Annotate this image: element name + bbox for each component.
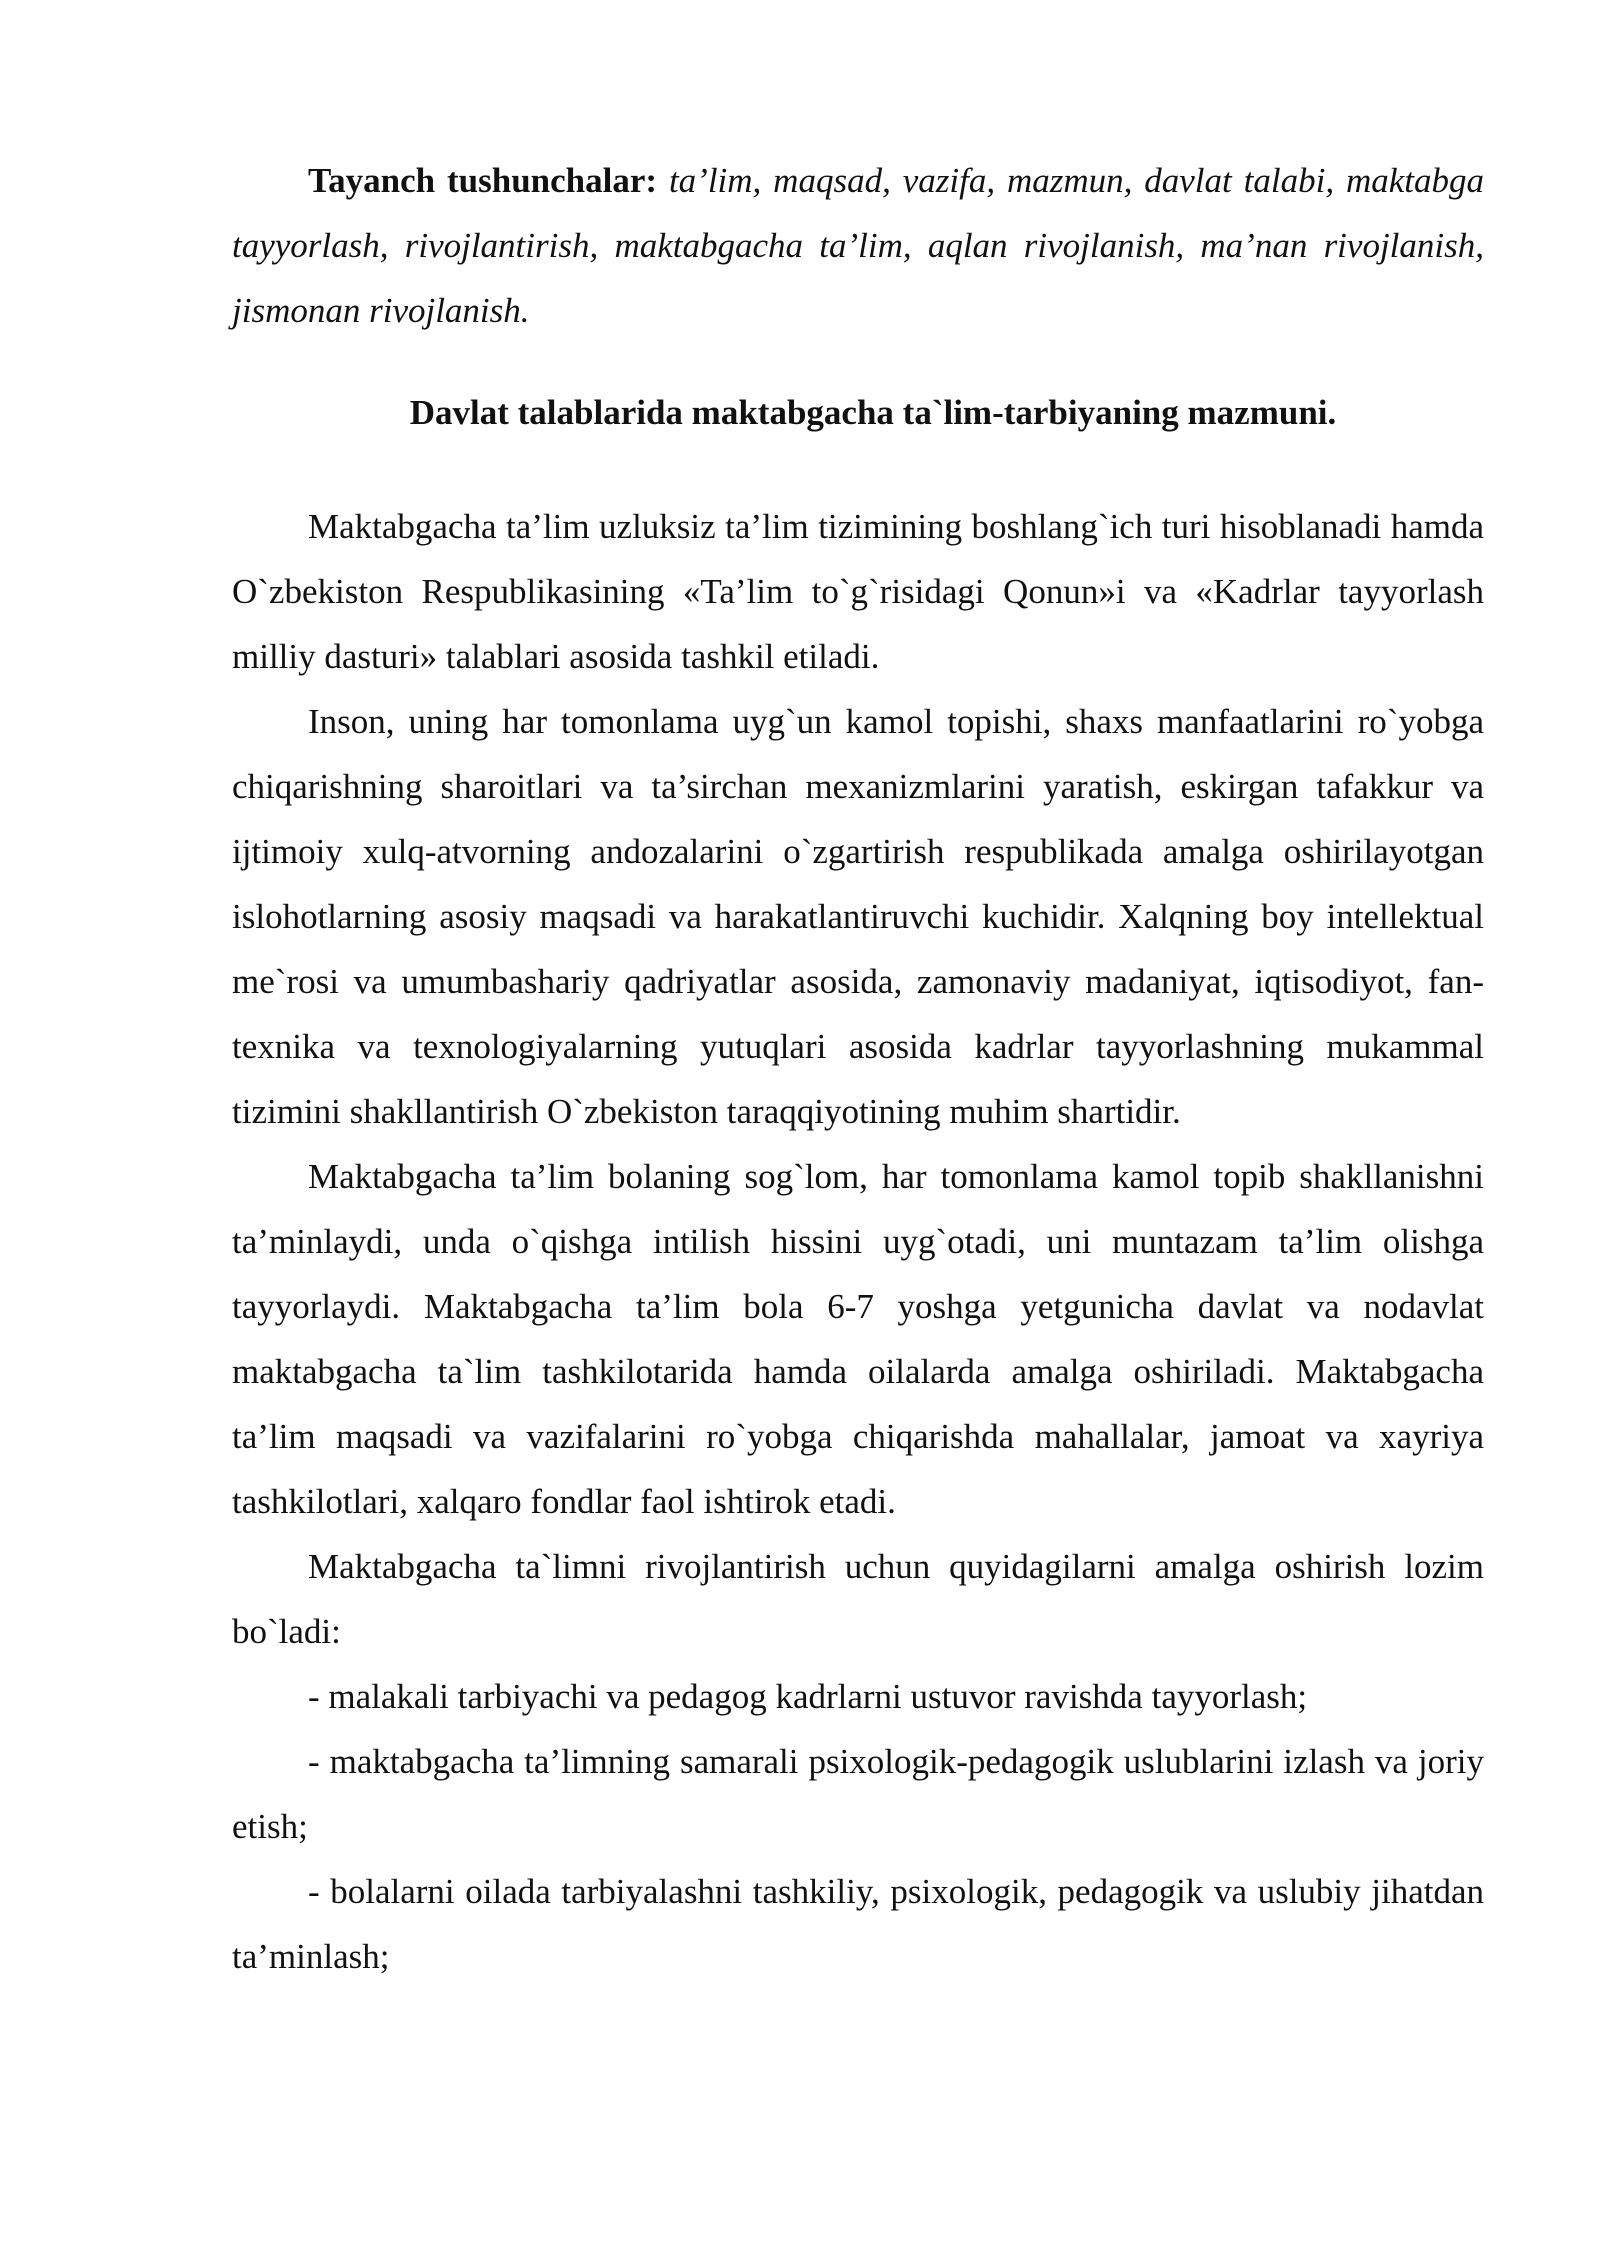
body-paragraph-4: Maktabgacha ta`limni rivojlantirish uchun quyidagilarni amalga oshirish lozim bo`ladi: [232,1547,1484,1651]
body-paragraph-2: Inson, uning har tomonlama uyg`un kamol topishi, shaxs manfaatlarini ro`yobga chiqarishning sharoitlari va ta’sirchan mexanizmlarini yaratish, eskirgan tafakkur va ijtimoiy xulq-atvorning andozalarini o`zgartirish respublikada amalga oshirilayotgan islohotlarning asosiy maqsadi va harakatlantiruvchi kuchidir. Xalqning boy intellektual me`rosi va umumbashariy qadriyatlar asosida, zamonaviy madaniyat, iqtisodiyot, fan-texnika va texnologiyalarning yutuqlari asosida kadrlar tayyorlashning mukammal tizimini shakllantirish O`zbekiston taraqqiyotining muhim shartidir. [232,702,1484,1131]
list-item-3: - bolalarni oilada tarbiyalashni tashkiliy, psixologik, pedagogik va uslubiy jihatdan ta’minlash; [232,1872,1484,1976]
keywords-paragraph [232,148,1484,343]
section-heading: Davlat talablarida maktabgacha ta`lim-tarbiyaning mazmuni. [409,393,1337,432]
keywords-text: ta’lim, maqsad, vazifa, mazmun, davlat talabi, maktabga tayyorlash, rivojlantirish, maktabgacha ta’lim, aqlan rivojlanish, ma’nan rivojlanish, jismonan rivojlanish. [232,161,1484,330]
body-paragraph-1: Maktabgacha ta’lim uzluksiz ta’lim tizimining boshlang`ich turi hisoblanadi hamda O`zbekiston Respublikasining «Ta’lim to`g`risidagi Qonun»i va «Kadrlar tayyorlash milliy dasturi» talablari asosida tashkil etiladi. [232,507,1484,676]
keywords-label: Tayanch tushunchalar: [308,161,658,200]
list-item-1: - malakali tarbiyachi va pedagog kadrlarni ustuvor ravishda tayyorlash; [308,1677,1308,1716]
spacer [232,343,1484,380]
document-page [232,148,1484,1989]
spacer [232,445,1484,494]
list-item-2: - maktabgacha ta’limning samarali psixologik-pedagogik uslublarini izlash va joriy etish; [232,1742,1484,1846]
body-paragraph-3: Maktabgacha ta’lim bolaning sog`lom, har tomonlama kamol topib shakllanishni ta’minlaydi, unda o`qishga intilish hissini uyg`otadi, uni muntazam ta’lim olishga tayyorlaydi. Maktabgacha ta’lim bola 6-7 yoshga yetgunicha davlat va nodavlat maktabgacha ta`lim tashkilotarida hamda oilalarda amalga oshiriladi. Maktabgacha ta’lim maqsadi va vazifalarini ro`yobga chiqarishda mahallalar, jamoat va xayriya tashkilotlari, xalqaro fondlar faol ishtirok etadi. [232,1157,1484,1521]
